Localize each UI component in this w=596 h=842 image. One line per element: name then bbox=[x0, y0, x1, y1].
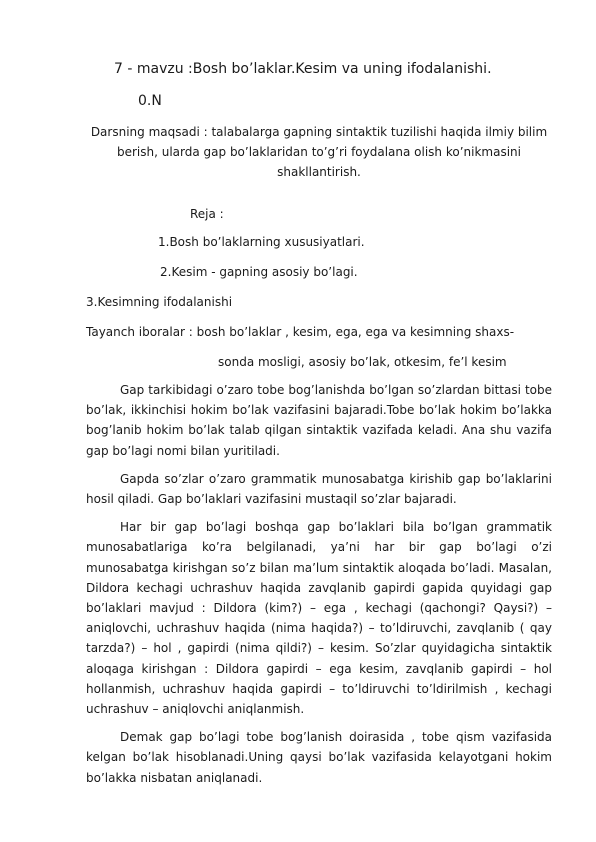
paragraph: Har bir gap bo’lagi boshqa gap bo’laklari bila bo’lgan grammatik munosabatlariga ko’ra belgilanadi, ya’ni har bir gap bo’lagi o’zi munosabatga kirishgan so’z bilan ma’lum sintaktik aloqada bo’ladi. Masalan, Dildora kechagi uchrashuv haqida zavqlanib gapirdi gapida quyidagi gap bo’laklari mavjud : Dildora (kim?) – ega , kechagi (qachongi? Qaysi?) – aniqlovchi, uchrashuv haqida (nima haqida?) – to’ldiruvchi, zavqlanib ( qay tarzda?) – hol , gapirdi (nima qildi?) – kesim. So’zlar quyidagicha sintaktik aloqaga kirishgan : Dildora gapirdi – ega kesim, zavqlanib gapirdi – hol hollanmish, uchrashuv haqida gapirdi – to’ldiruvchi to’ldirilmish , kechagi uchrashuv – aniqlovchi aniqlanmish. bbox=[86, 520, 552, 717]
plan-item: 2.Kesim - gapning asosiy bo’lagi. bbox=[160, 265, 358, 279]
plan-heading: Reja : bbox=[190, 207, 224, 221]
plan-item: 3.Kesimning ifodalanishi bbox=[86, 295, 233, 309]
keywords-line: sonda mosligi, asosiy bo’lak, otkesim, fe’l kesim bbox=[218, 355, 507, 369]
topic-title: 7 - mavzu :Bosh bo’laklar.Kesim va uning ifodalanishi. bbox=[114, 61, 492, 77]
paragraph: Demak gap bo’lagi tobe bog’lanish doirasida , tobe qism vazifasida kelgan bo’lak hisoblanadi.Uning qaysi bo’lak vazifasida kelayotgani hokim bo’lakka nisbatan aniqlanadi. bbox=[86, 730, 552, 785]
keywords-line: Tayanch iboralar : bosh bo’laklar , kesim, ega, ega va kesimning shaxs- bbox=[86, 325, 515, 339]
body-text bbox=[86, 380, 552, 788]
paragraph: Gapda so’zlar o’zaro grammatik munosabatga kirishib gap bo’laklarini hosil qiladi. Gap bo’laklari vazifasini mustaqil so’zlar bajaradi. bbox=[86, 471, 552, 507]
plan-item: 1.Bosh bo’laklarning xususiyatlari. bbox=[158, 235, 365, 249]
paragraph: Gap tarkibidagi o’zaro tobe bog’lanishda bo’lgan so’zlardan bittasi tobe bo’lak, ikkinchisi hokim bo’lak vazifasini bajaradi.Tobe bo’lak hokim bo’lakka bog’lanib hokim bo’lak talab qilgan sintaktik vazifada keladi. Ana shu vazifa gap bo’lagi nomi bilan yuritiladi. bbox=[86, 383, 552, 458]
topic-subtitle: 0.N bbox=[138, 93, 162, 109]
lesson-goal: Darsning maqsadi : talabalarga gapning sintaktik tuzilishi haqida ilmiy bilim berish, ularda gap bo’laklaridan to’g’ri foydalana olish ko’nikmasini shakllantirish. bbox=[90, 125, 548, 179]
